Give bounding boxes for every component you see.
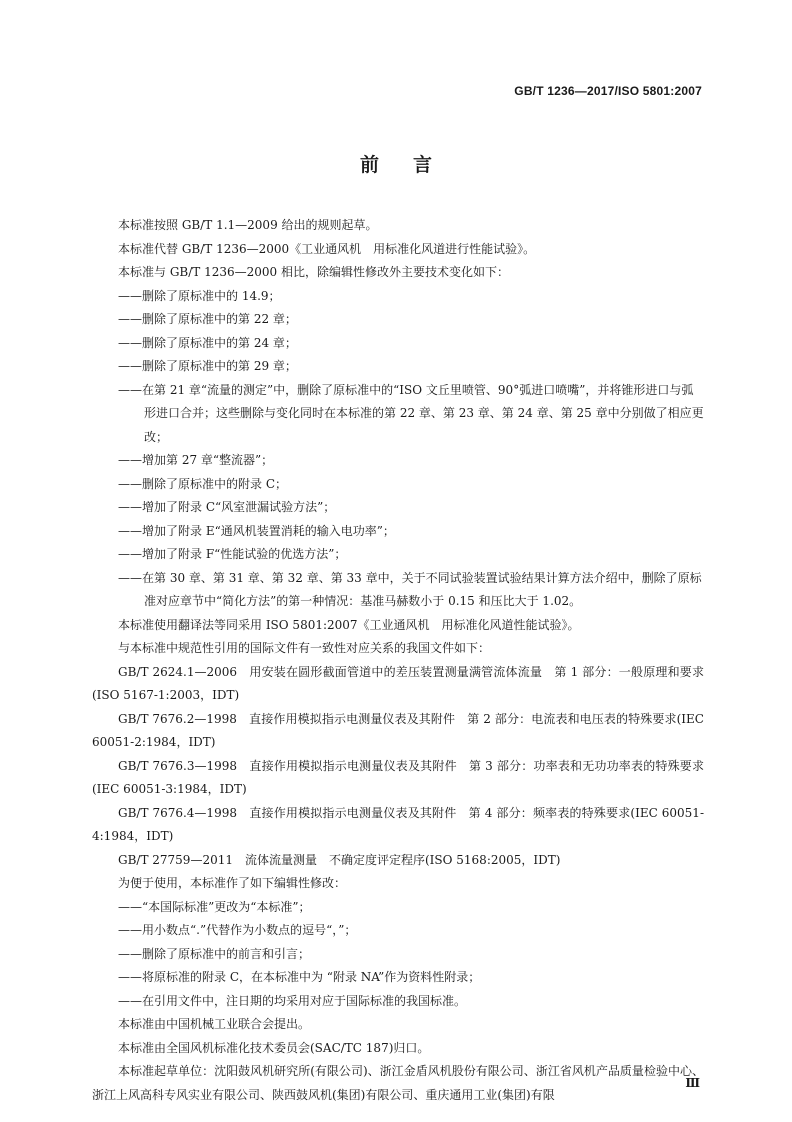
paragraph: 为便于使用，本标准作了如下编辑性修改：: [118, 876, 347, 890]
change-item: ——删除了原标准中的第 24 章；: [118, 335, 297, 350]
edit-item: ——删除了原标准中的前言和引言；: [118, 946, 311, 961]
paragraph: 与本标准中规范性引用的国际文件有一致性对应关系的我国文件如下：: [118, 641, 491, 655]
change-item: ——增加了附录 E“通风机装置消耗的输入电功率”；: [118, 523, 395, 538]
paragraph: 本标准代替 GB/T 1236—2000《工业通风机 用标准化风道进行性能试验》。: [118, 241, 536, 256]
paragraph: 本标准由全国风机标准化技术委员会(SAC/TC 187)归口。: [118, 1040, 430, 1055]
change-item: ——增加第 27 章“整流器”；: [118, 453, 274, 467]
edit-item: ——“本国际标准”更改为“本标准”；: [118, 899, 311, 914]
reference-item: GB/T 27759—2011 流体流量测量 不确定度评定程序(ISO 5168:2005，IDT): [118, 852, 561, 867]
change-item: ——增加了附录 F“性能试验的优选方法”；: [118, 547, 347, 561]
reference-item: GB/T 2624.1—2006 用安装在圆形截面管道中的差压装置测量满管流体流量 第 1 部分：一般原理和要求(ISO 5167-1:2003，IDT): [92, 664, 704, 702]
page-title: 前言: [359, 154, 466, 176]
reference-item: GB/T 7676.4—1998 直接作用模拟指示电测量仪表及其附件 第 4 部分：频率表的特殊要求(IEC 60051-4:1984，IDT): [92, 805, 704, 843]
change-item: ——在第 30 章、第 31 章、第 32 章、第 33 章中，关于不同试验装置试验结果计算方法介绍中，删除了原标准对应章节中“简化方法”的第一种情况：基准马赫数小于 0.15 和压比大于 1.02。: [118, 570, 702, 608]
reference-item: GB/T 7676.2—1998 直接作用模拟指示电测量仪表及其附件 第 2 部分：电流表和电压表的特殊要求(IEC 60051-2:1984，IDT): [92, 711, 704, 749]
reference-item: GB/T 7676.3—1998 直接作用模拟指示电测量仪表及其附件 第 3 部分：功率表和无功功率表的特殊要求(IEC 60051-3:1984，IDT): [92, 758, 704, 796]
edit-item: ——用小数点“.”代替作为小数点的逗号“，”；: [118, 923, 357, 937]
change-item: ——增加了附录 C“风室泄漏试验方法”；: [118, 500, 336, 514]
change-item: ——删除了原标准中的 14.9；: [118, 288, 281, 303]
standard-code-header: GB/T 1236—2017/ISO 5801:2007: [514, 84, 702, 98]
edit-item: ——在引用文件中，注日期的均采用对应于国际标准的我国标准。: [118, 993, 467, 1008]
page-number: Ⅲ: [685, 1076, 700, 1090]
paragraph: 本标准使用翻译法等同采用 ISO 5801:2007《工业通风机 用标准化风道性能试验》。: [118, 617, 580, 632]
foreword-body: [92, 214, 704, 1107]
change-item: ——在第 21 章“流量的测定”中，删除了原标准中的“ISO 文丘里喷管、90°弧进口喷嘴”，并将锥形进口与弧形进口合并；这些删除与变化同时在本标准的第 22 章、第 23 章、第 24 章、第 25 章中分别做了相应更改；: [118, 382, 704, 444]
paragraph: 本标准由中国机械工业联合会提出。: [118, 1017, 311, 1031]
paragraph: 本标准按照 GB/T 1.1—2009 给出的规则起草。: [118, 218, 378, 232]
paragraph: 本标准与 GB/T 1236—2000 相比，除编辑性修改外主要技术变化如下：: [118, 265, 509, 279]
change-item: ——删除了原标准中的第 29 章；: [118, 359, 297, 373]
change-item: ——删除了原标准中的第 22 章；: [118, 312, 297, 326]
edit-item: ——将原标准的附录 C，在本标准中为 “附录 NA”作为资料性附录；: [118, 970, 481, 984]
change-item: ——删除了原标准中的附录 C；: [118, 476, 287, 491]
paragraph: 本标准起草单位：沈阳鼓风机研究所(有限公司)、浙江金盾风机股份有限公司、浙江省风机产品质量检验中心、浙江上风高科专风实业有限公司、陕西鼓风机(集团)有限公司、重庆通用工业(集团)有限: [92, 1064, 704, 1102]
